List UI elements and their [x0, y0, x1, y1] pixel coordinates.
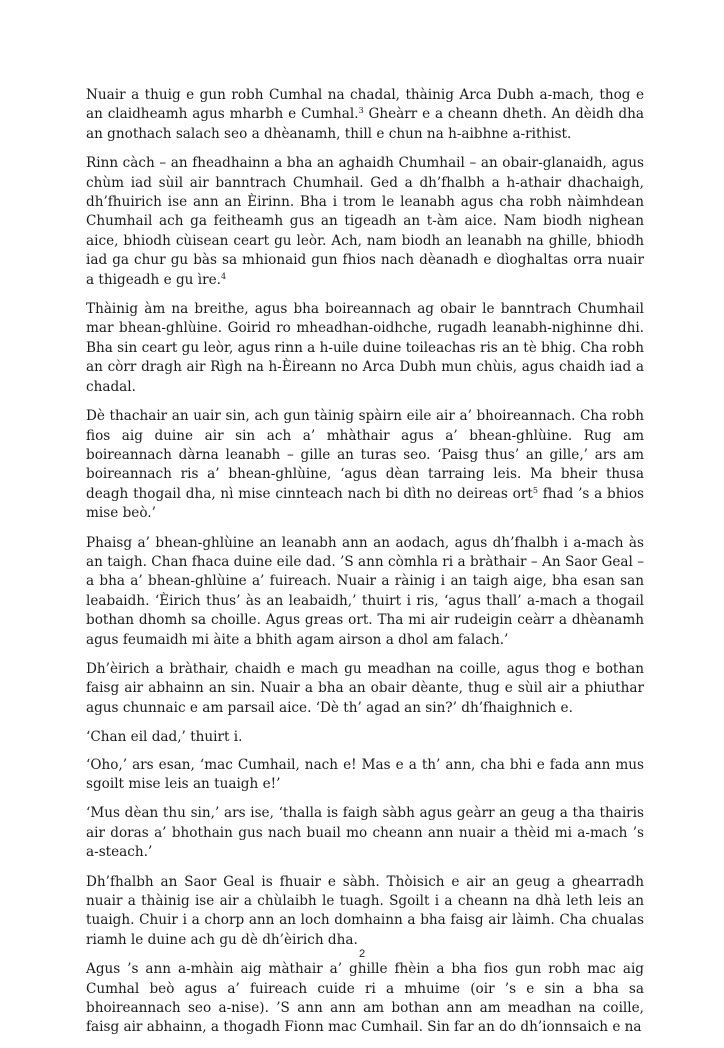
paragraph-3: Thàinig àm na breithe, agus bha boireannach ag obair le banntrach Chumhail mar bhean-ghlùine. Goirid ro mheadhan-oidhche, rugadh leanabh-nighinne dhi. Bha sin ceart gu leòr, agus rinn a h-uile duine toileachas ris an tè bhig. Cha robh an còrr dragh air Rìgh na h-Èireann no Arca Dubh mun chùis, agus chaidh iad a chadal. — [86, 301, 644, 395]
paragraph-1: Nuair a thuig e gun robh Cumhal na chadal, thàinig Arca Dubh a-mach, thog e an claidheamh agus mharbh e Cumhal.$^3$ Gheàrr e a cheann dheth. An dèidh dha an gnothach salach seo a dhèanamh, thill e chun na h-aibhne a-rithist. — [86, 87, 644, 142]
footnote-ref-5[interactable]: 5 — [532, 485, 538, 495]
body-text — [86, 86, 644, 1048]
paragraph-10: Dh’fhalbh an Saor Geal is fhuair e sàbh. Thòisich e air an geug a ghearradh nuair a thàinig ise air a chùlaibh le tuagh. Sgoilt i a cheann na dhà leth leis an tuaigh. Chuir i a chorp ann an loch domhainn a bha faisg air làimh. Cha chualas riamh le duine ach gu dè dh’èirich dha. — [86, 873, 644, 948]
paragraph-9: ‘Mus dèan thu sin,’ ars ise, ‘thalla is faigh sàbh agus geàrr an geug a tha thairis air doras a’ bhothain gus nach buail mo cheann ann nuair a thèid mi a-mach ’s a-steach.’ — [86, 805, 644, 861]
footnote-ref-4[interactable]: 4 — [220, 271, 227, 281]
page-number: 2 — [358, 948, 366, 960]
paragraph-11: Agus ’s ann a-mhàin aig màthair a’ ghille fhèin a bha fios gun robh mac aig Cumhal beò agus a’ fuireach cuide ri a mhuime (oir ’s e sin a bha sa bhoireannach seo a-nise). ’S ann ann am bothan ann am meadhan na coille, faisg air abhainn, a thogadh Fionn mac Cumhail. Sin far an do dh’ionnsaich e na — [86, 961, 644, 1036]
paragraph-8: ‘Oho,’ ars esan, ‘mac Cumhail, nach e! Mas e a th’ ann, cha bhi e fada ann mus sgoilt mise leis an tuaigh e!’ — [86, 756, 644, 792]
paragraph-4: Dè thachair an uair sin, ach gun tàinig spàirn eile air a’ bhoireannach. Cha robh fios aig duine air sin ach a’ mhàthair agus a’ bhean-ghlùine. Rug am boireannach dàrna leanabh – gille an turas seo. ‘Paisg thus’ an gille,’ ars am boireannach ris a’ bhean-ghlùine, ‘agus dèan tarraing leis. Ma bheir thusa deagh thogail dha, nì mise cinnteach nach bi dìth no deireas ort$^5$ fhad ’s a bhios mise beò.’ — [86, 408, 644, 522]
footnote-ref-3[interactable]: 3 — [358, 106, 364, 116]
paragraph-6: Dh’èirich a bràthair, chaidh e mach gu meadhan na coille, agus thog e bothan faisg air abhainn an sin. Nuair a bha an obair dèante, thug e sùil air a phiuthar agus chunnaic e am parsail aice. ‘Dè th’ agad an sin?’ dh’fhaighnich e. — [86, 660, 644, 716]
paragraph-5: Phaisg a’ bhean-ghlùine an leanabh ann an aodach, agus dh’fhalbh i a-mach às an taigh. Chan fhaca duine eile dad. ’S ann còmhla ri a bràthair – An Saor Geal – a bha a’ bhean-ghlùine a’ fuireach. Nuair a ràinig i an taigh aige, bha esan san leabaidh. ‘Èirich thus’ às an leabaidh,’ thuirt i ris, ‘agus thall’ a-mach a thogail bothan dhomh sa choille. Agus greas ort. Tha mi air rudeigin ceàrr a dhèanamh agus feumaidh mi àite a bhith agam airson a dhol am falach.’ — [86, 534, 644, 648]
paragraph-7: ‘Chan eil dad,’ thuirt i. — [86, 729, 243, 746]
paragraph-2: Rinn càch – an fheadhainn a bha an aghaidh Chumhail – an obair-glanaidh, agus chùm iad sùil air banntrach Chumhail. Ged a dh’fhalbh a h-athair dhachaigh, dh’fhuirich ise ann an Èirinn. Bha i trom le leanabh agus cha robh nàimhdean Chumhail ach ga feitheamh gus an tigeadh an t-àm aice. Nam biodh nighean aice, bhiodh cùisean ceart gu leòr. Ach, nam biodh an leanabh na ghille, bhiodh iad ga chur gu bàs sa mhionaid gun fhios nach dèanadh e dìoghaltas orra nuair a thigeadh e gu ìre.$^4$ — [86, 155, 644, 288]
